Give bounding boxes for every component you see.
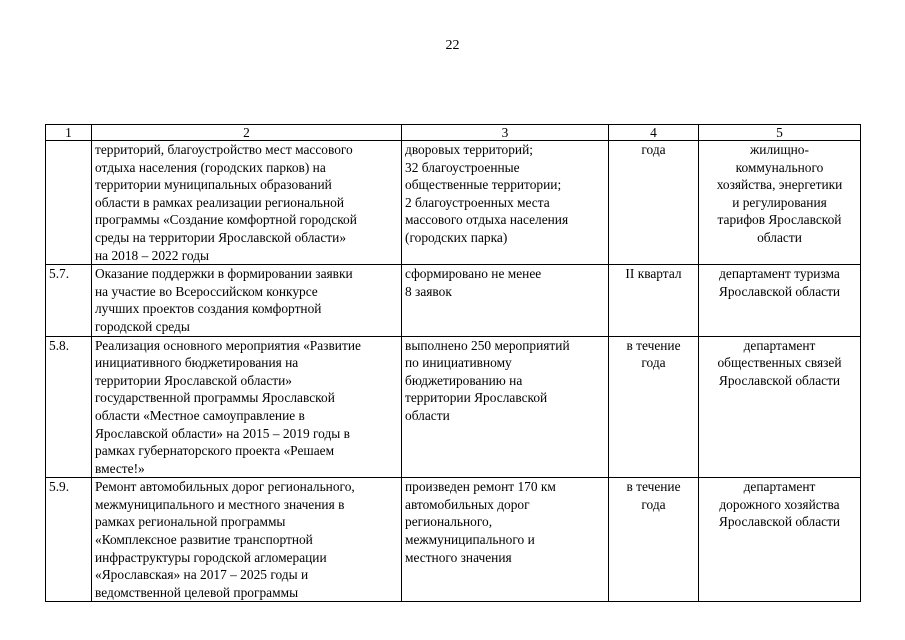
activity-cell: [92, 141, 402, 265]
activity-line: Оказание поддержки в формировании заявки: [95, 266, 353, 282]
responsible-line: общественных связей: [717, 355, 842, 371]
result-line: области: [405, 407, 450, 423]
column-number-3: 3: [402, 125, 609, 141]
table-body: [46, 141, 861, 602]
activity-line: на 2018 – 2022 годы: [95, 247, 210, 263]
activity-line: Ярославской области» на 2015 – 2019 годы в: [95, 425, 350, 441]
activity-line: ведомственной целевой программы: [95, 584, 299, 600]
activity-line: городской среды: [95, 318, 190, 334]
responsible-line: и регулирования: [732, 194, 827, 210]
activity-line: территорий, благоустройство мест массового: [95, 142, 353, 157]
activity-line: программы «Создание комфортной городской: [95, 212, 357, 228]
activity-line: вместе!»: [95, 460, 145, 476]
term-cell: [609, 478, 699, 602]
responsible-line: жилищно-: [750, 142, 809, 157]
term-line: в течение: [626, 337, 681, 353]
responsible-line: Ярославской области: [718, 514, 841, 530]
activity-line: лучших проектов создания комфортной: [95, 301, 322, 317]
result-line: регионального,: [405, 514, 493, 530]
activity-line: государственной программы Ярославской: [95, 390, 335, 406]
responsible-line: тарифов Ярославской: [717, 212, 842, 228]
responsible-line: департамент туризма: [719, 266, 840, 282]
result-line: произведен ремонт 170 км: [405, 479, 556, 495]
responsible-cell: [699, 478, 861, 602]
result-line: (городских парка): [405, 229, 508, 245]
activity-line: среды на территории Ярославской области»: [95, 229, 347, 245]
responsible-cell: [699, 265, 861, 336]
term-line: в течение: [626, 479, 681, 495]
responsible-line: департамент: [743, 479, 816, 495]
activity-line: Реализация основного мероприятия «Развитие: [95, 337, 361, 353]
activity-cell: [92, 265, 402, 336]
table-row: [46, 265, 861, 336]
responsible-line: департамент: [743, 337, 816, 353]
term-cell: [609, 141, 699, 265]
activity-line: межмуниципального и местного значения в: [95, 496, 345, 512]
column-number-5: 5: [699, 125, 861, 141]
activity-line: области «Местное самоуправление в: [95, 407, 305, 423]
activity-line: территории муниципальных образований: [95, 177, 332, 193]
activity-cell: [92, 478, 402, 602]
activity-line: «Комплексное развитие транспортной: [95, 532, 313, 548]
result-line: бюджетированию на: [405, 372, 523, 388]
activity-line: территории Ярославской области»: [95, 372, 293, 388]
responsible-cell: [699, 336, 861, 478]
column-number-row: [46, 125, 861, 141]
table-row: [46, 336, 861, 478]
row-number-cell: 5.9.: [46, 478, 92, 602]
column-number-4: 4: [609, 125, 699, 141]
activity-cell: [92, 336, 402, 478]
plan-table: [45, 124, 861, 602]
column-number-2: 2: [92, 125, 402, 141]
term-cell: [609, 336, 699, 478]
term-line: года: [641, 142, 666, 157]
responsible-cell: [699, 141, 861, 265]
result-line: по инициативному: [405, 355, 512, 371]
result-cell: [402, 336, 609, 478]
row-number-cell: [46, 141, 92, 265]
responsible-line: Ярославской области: [718, 372, 841, 388]
result-line: дворовых территорий;: [405, 142, 533, 157]
result-line: общественные территории;: [405, 177, 562, 193]
responsible-line: области: [757, 229, 802, 245]
activity-line: области в рамках реализации региональной: [95, 194, 345, 210]
activity-line: инфраструктуры городской агломерации: [95, 549, 327, 565]
activity-line: инициативного бюджетирования на: [95, 355, 299, 371]
activity-line: на участие во Всероссийском конкурсе: [95, 283, 318, 299]
term-line: года: [641, 355, 666, 371]
activity-line: «Ярославская» на 2017 – 2025 годы и: [95, 567, 309, 583]
result-line: территории Ярославской: [405, 390, 548, 406]
result-line: местного значения: [405, 549, 512, 565]
term-line: II квартал: [625, 266, 682, 282]
result-line: сформировано не менее: [405, 266, 542, 282]
activity-line: Ремонт автомобильных дорог регионального,: [95, 479, 355, 495]
result-cell: [402, 265, 609, 336]
responsible-line: коммунального: [735, 159, 824, 175]
row-number-cell: 5.7.: [46, 265, 92, 336]
activity-line: отдыха населения (городских парков) на: [95, 159, 326, 175]
result-line: массового отдыха населения: [405, 212, 569, 228]
responsible-line: Ярославской области: [718, 283, 841, 299]
result-line: 32 благоустроенные: [405, 159, 520, 175]
activity-line: рамках губернаторского проекта «Решаем: [95, 443, 335, 459]
result-line: 2 благоустроенных места: [405, 194, 550, 210]
responsible-line: хозяйства, энергетики: [716, 177, 843, 193]
result-line: межмуниципального и: [405, 532, 535, 548]
page-number: 22: [445, 38, 460, 53]
term-line: года: [641, 496, 666, 512]
result-line: автомобильных дорог: [405, 496, 530, 512]
term-cell: [609, 265, 699, 336]
result-cell: [402, 141, 609, 265]
result-line: выполнено 250 мероприятий: [405, 337, 570, 353]
result-line: 8 заявок: [405, 283, 452, 299]
table-row: [46, 478, 861, 602]
table-row: [46, 141, 861, 265]
row-number-cell: 5.8.: [46, 336, 92, 478]
result-cell: [402, 478, 609, 602]
column-number-1: 1: [46, 125, 92, 141]
activity-line: рамках региональной программы: [95, 514, 286, 530]
responsible-line: дорожного хозяйства: [719, 496, 840, 512]
